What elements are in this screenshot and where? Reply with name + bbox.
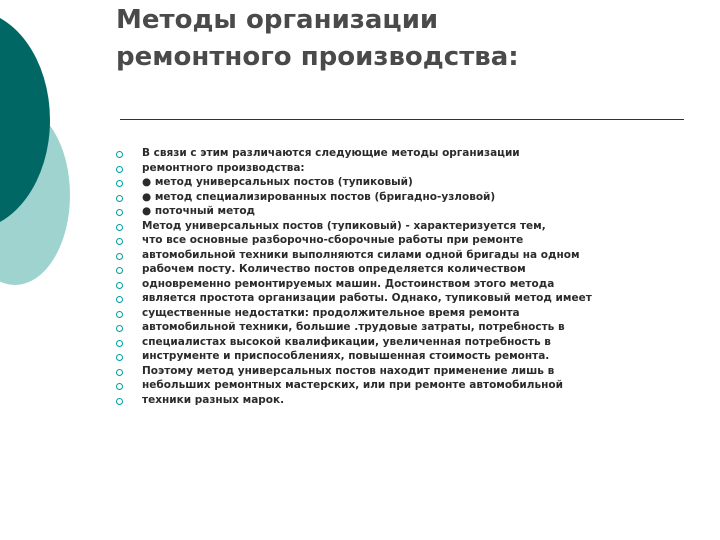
circle-bullet-icon (116, 340, 123, 347)
circle-bullet-icon (116, 354, 123, 361)
list-item-text: автомобильной техники, большие .трудовые затраты, потребность в (142, 321, 565, 333)
list-item-text: В связи с этим различаются следующие методы организации (142, 147, 520, 159)
circle-bullet-icon (116, 209, 123, 216)
list-item-text: ● поточный метод (142, 205, 256, 217)
list-item (116, 364, 686, 379)
circle-bullet-icon (116, 151, 123, 158)
circle-bullet-icon (116, 224, 123, 231)
list-item-text: ремонтного производства: (142, 161, 305, 174)
list-item-text: одновременно ремонтируемых машин. Достоинством этого метода (142, 277, 555, 290)
list-item (116, 262, 686, 277)
list-item-text: что все основные разборочно-сборочные работы при ремонте (142, 234, 524, 246)
circle-bullet-icon (116, 267, 123, 274)
list-item-text: Метод универсальных постов (тупиковый) - характеризуется тем, (142, 219, 546, 232)
circle-bullet-icon (116, 325, 123, 332)
list-item-text: автомобильной техники выполняются силами одной бригады на одном (142, 248, 580, 261)
body-text-list (116, 146, 686, 407)
list-item-text: Поэтому метод универсальных постов находит применение лишь в (142, 364, 555, 377)
list-item-text: существенные недостатки: продолжительное время ремонта (142, 306, 520, 319)
list-item-text: специалистах высокой квалификации, увеличенная потребность в (142, 335, 551, 348)
circle-bullet-icon (116, 238, 123, 245)
circle-bullet-icon (116, 166, 123, 173)
list-item (116, 204, 686, 219)
list-item-text: рабочем посту. Количество постов определяется количеством (142, 263, 526, 275)
list-item (116, 349, 686, 364)
list-item (116, 378, 686, 393)
circle-bullet-icon (116, 253, 123, 260)
list-item (116, 393, 686, 408)
list-item (116, 146, 686, 161)
slide-title-line-2: ремонтного производства: (116, 42, 519, 72)
circle-bullet-icon (116, 383, 123, 390)
circle-bullet-icon (116, 282, 123, 289)
list-item (116, 277, 686, 292)
list-item (116, 320, 686, 335)
title-divider (120, 119, 684, 120)
list-item-text: является простота организации работы. Однако, тупиковый метод имеет (142, 292, 592, 304)
list-item-text: инструменте и приспособлениях, повышенная стоимость ремонта. (142, 350, 550, 362)
slide-title (116, 2, 676, 76)
circle-bullet-icon (116, 369, 123, 376)
list-item-text: техники разных марок. (142, 393, 285, 406)
circle-bullet-icon (116, 398, 123, 405)
list-item-text: ● метод универсальных постов (тупиковый) (142, 176, 413, 188)
list-item-text: небольших ремонтных мастерских, или при ремонте автомобильной (142, 379, 563, 391)
circle-bullet-icon (116, 195, 123, 202)
list-item (116, 335, 686, 350)
list-item (116, 291, 686, 306)
slide-title-line-1: Методы организации (116, 5, 439, 35)
list-item (116, 219, 686, 234)
list-item (116, 248, 686, 263)
circle-bullet-icon (116, 311, 123, 318)
list-item-text: ● метод специализированных постов (бригадно-узловой) (142, 190, 496, 203)
list-item (116, 306, 686, 321)
list-item (116, 161, 686, 176)
list-item (116, 190, 686, 205)
circle-bullet-icon (116, 180, 123, 187)
circle-bullet-icon (116, 296, 123, 303)
list-item (116, 233, 686, 248)
list-item (116, 175, 686, 190)
